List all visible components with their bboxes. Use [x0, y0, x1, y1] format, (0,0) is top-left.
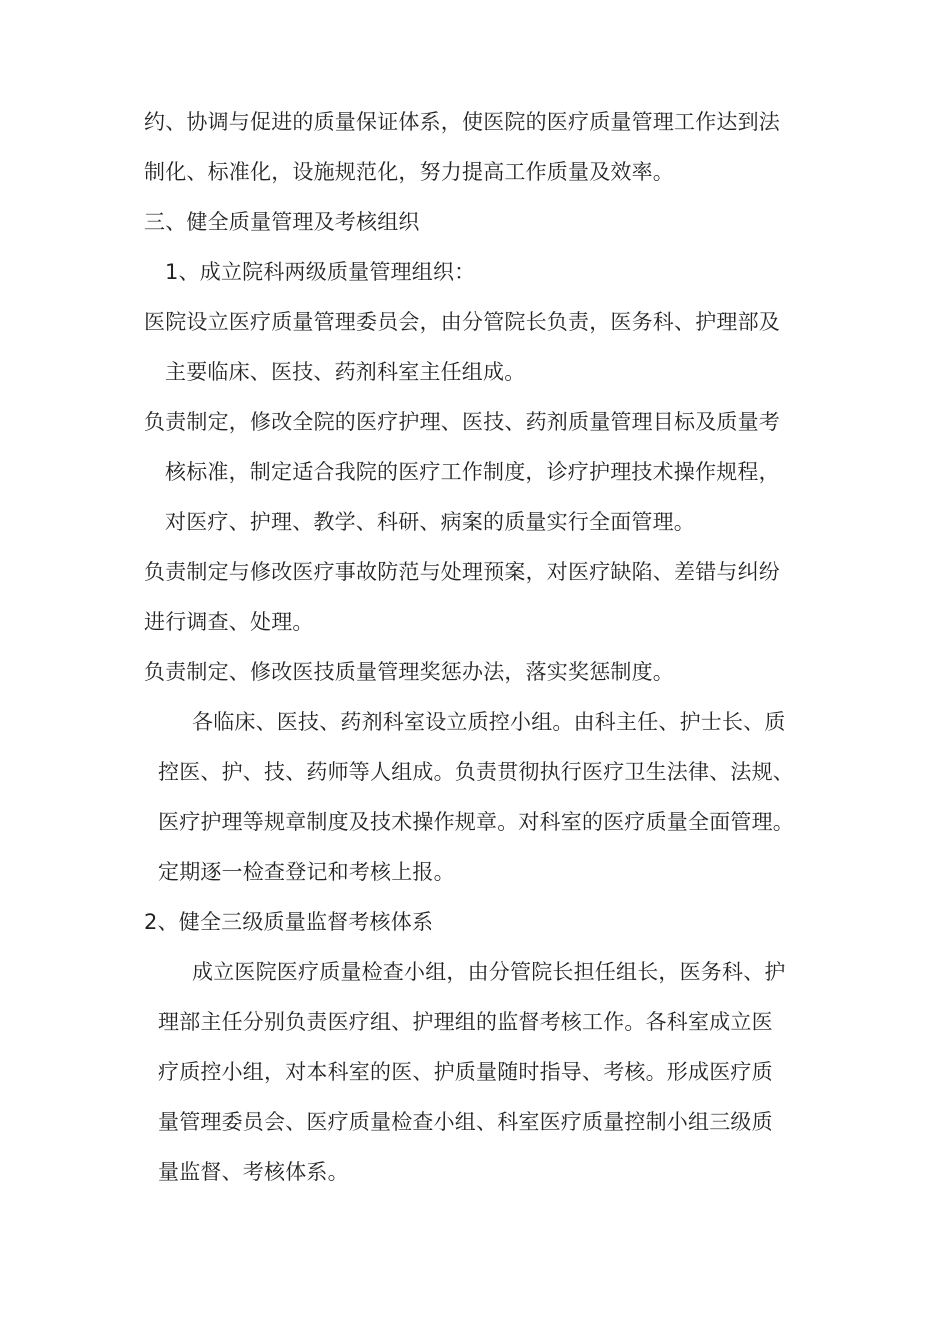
text-line: 各临床、医技、药剂科室设立质控小组。由科主任、护士长、质: [192, 710, 786, 734]
subsection-heading: 2、健全三级质量监督考核体系: [144, 910, 434, 934]
text-line: 控医、护、技、药师等人组成。负责贯彻执行医疗卫生法律、法规、: [158, 760, 794, 784]
section-heading: 三、健全质量管理及考核组织: [144, 210, 420, 234]
text-line: 制化、标准化，设施规范化，努力提高工作质量及效率。: [144, 160, 674, 184]
subsection-heading: 1、成立院科两级质量管理组织：: [165, 260, 476, 284]
text-line: 量监督、考核体系。: [158, 1160, 349, 1184]
text-line: 约、协调与促进的质量保证体系，使医院的医疗质量管理工作达到法: [144, 110, 780, 134]
text-line: 量管理委员会、医疗质量检查小组、科室医疗质量控制小组三级质: [158, 1110, 773, 1134]
text-line: 主要临床、医技、药剂科室主任组成。: [165, 360, 526, 384]
text-line: 定期逐一检查登记和考核上报。: [158, 860, 455, 884]
text-line: 对医疗、护理、教学、科研、病案的质量实行全面管理。: [165, 510, 695, 534]
text-line: 理部主任分别负责医疗组、护理组的监督考核工作。各科室成立医: [158, 1010, 773, 1034]
text-line: 负责制定与修改医疗事故防范与处理预案，对医疗缺陷、差错与纠纷: [144, 560, 780, 584]
text-line: 医疗护理等规章制度及技术操作规章。对科室的医疗质量全面管理。: [158, 810, 794, 834]
text-line: 负责制定、修改医技质量管理奖惩办法，落实奖惩制度。: [144, 660, 674, 684]
text-line: 负责制定，修改全院的医疗护理、医技、药剂质量管理目标及质量考: [144, 410, 780, 434]
text-line: 核标准，制定适合我院的医疗工作制度，诊疗护理技术操作规程，: [165, 460, 780, 484]
text-line: 进行调查、处理。: [144, 610, 314, 634]
text-line: 医院设立医疗质量管理委员会，由分管院长负责，医务科、护理部及: [144, 310, 780, 334]
text-line: 疗质控小组，对本科室的医、护质量随时指导、考核。形成医疗质: [158, 1060, 773, 1084]
text-line: 成立医院医疗质量检查小组，由分管院长担任组长，医务科、护: [192, 960, 786, 984]
